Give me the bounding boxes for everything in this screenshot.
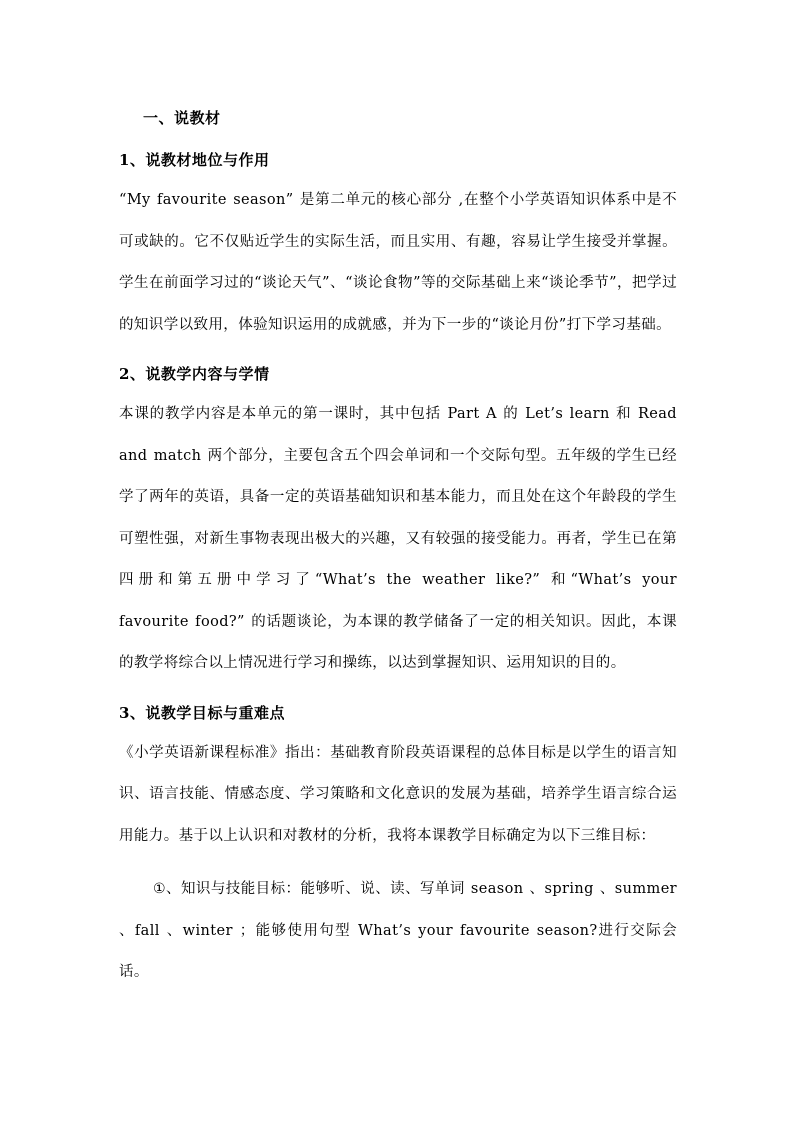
section-heading-teaching-content: 2、说教学内容与学情: [119, 365, 270, 383]
paragraph-teaching-content: 本课的教学内容是本单元的第一课时，其中包括 Part A 的 Let’s learn 和 Read and match 两个部分，主要包含五个四会单词和一个交际句型。五年级的学生已经学了两年的英语，具备一定的英语基础知识和基本能力，而且处在这个年龄段的学生可塑性强，对新生事物表现出极大的兴趣，又有较强的接受能力。再者，学生已在第四册和第五册中学习了“What’s the weather like?” 和“What’s your favourite food?” 的话题谈论，为本课的教学储备了一定的相关知识。因此，本课的教学将综合以上情况进行学习和操练，以达到掌握知识、运用知识的目的。: [119, 406, 677, 671]
document-body: [119, 104, 677, 994]
paragraph-textbook-position: “My favourite season” 是第二单元的核心部分 ,在整个小学英语知识体系中是不可或缺的。它不仅贴近学生的实际生活，而且实用、有趣，容易让学生接受并掌握。学生在前面学习过的“谈论天气”、“谈论食物”等的交际基础上来“谈论季节”，把学过的知识学以致用，体验知识运用的成就感，并为下一步的“谈论月份”打下学习基础。: [119, 192, 677, 333]
section-heading-teaching-goals: 3、说教学目标与重难点: [119, 703, 285, 722]
goal-knowledge-skills: [119, 869, 677, 994]
section-heading-textbook-position: 1、说教材地位与作用: [119, 151, 270, 169]
goal-number-marker: ①: [153, 881, 166, 897]
paragraph-teaching-goals: 《小学英语新课程标准》指出：基础教育阶段英语课程的总体目标是以学生的语言知识、语言技能、情感态度、学习策略和文化意识的发展为基础，培养学生语言综合运用能力。基于以上认识和对教材的分析，我将本课教学目标确定为以下三维目标：: [119, 744, 677, 844]
section-heading-main: 一、说教材: [143, 109, 221, 127]
goal-knowledge-skills-text: 、知识与技能目标：能够听、说、读、写单词 season 、spring 、summer 、fall 、winter ；能够使用句型 What’s your favourite season?进行交际会话。: [119, 881, 678, 980]
